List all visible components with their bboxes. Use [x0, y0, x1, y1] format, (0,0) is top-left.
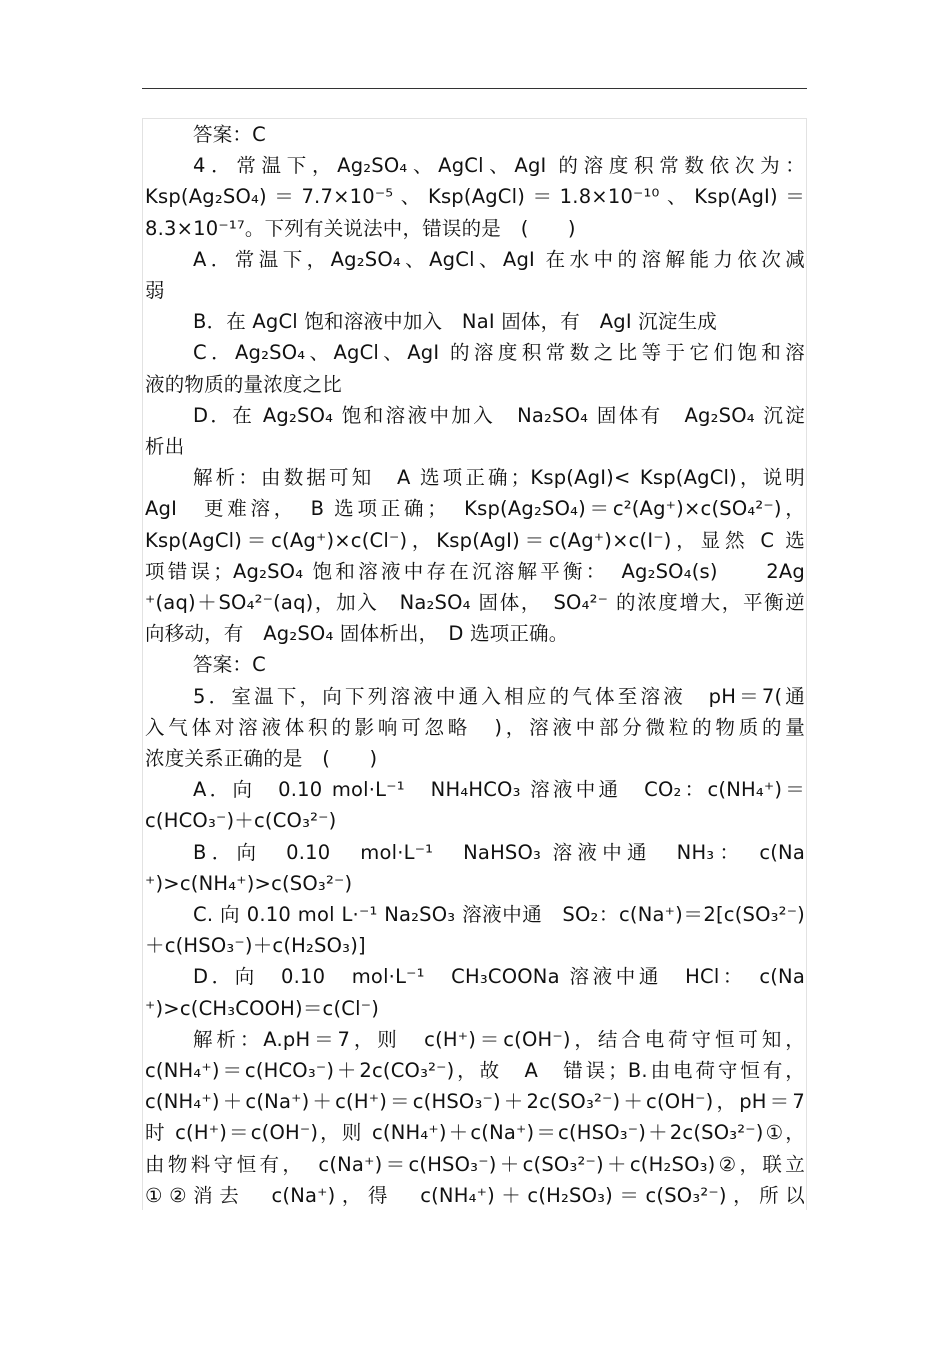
text-line: D．向 0.10 mol·L⁻¹ CH₃COONa 溶液中通 HCl： c(Na	[193, 965, 805, 989]
text-line: D．在 Ag₂SO₄ 饱和溶液中加入 Na₂SO₄ 固体有 Ag₂SO₄ 沉淀	[193, 403, 805, 427]
text-line: ⁺(aq)＋SO₄²⁻(aq)，加入 Na₂SO₄ 固体， SO₄²⁻ 的浓度增大，平衡逆	[145, 591, 805, 614]
text-line: Ksp(AgCl)＝c(Ag⁺)×c(Cl⁻)，Ksp(AgI)＝c(Ag⁺)×c(I⁻)，显然 C 选	[145, 528, 805, 552]
text-line: Ksp(Ag₂SO₄)＝7.7×10⁻⁵、Ksp(AgCl)＝1.8×10⁻¹⁰、Ksp(AgI)＝	[145, 185, 805, 209]
text-line: AgI 更难溶， B 选项正确； Ksp(Ag₂SO₄)＝c²(Ag⁺)×c(SO₄²⁻)，	[145, 497, 805, 521]
text-line: ①②消去 c(Na⁺)，得 c(NH₄⁺)＋c(H₂SO₃)＝c(SO₃²⁻)，所以	[145, 1183, 805, 1207]
text-line: 答案：C	[193, 123, 266, 146]
text-line: A．向 0.10 mol·L⁻¹ NH₄HCO₃ 溶液中通 CO₂：c(NH₄⁺)＝	[193, 778, 805, 802]
text-line: c(NH₄⁺)＝c(HCO₃⁻)＋2c(CO₃²⁻)，故 A 错误；B.由电荷守恒有，	[145, 1059, 805, 1082]
text-line: 弱	[145, 279, 165, 302]
text-line: 解析：A.pH＝7，则 c(H⁺)＝c(OH⁻)，结合电荷守恒可知，	[193, 1027, 805, 1051]
text-line: ＋c(HSO₃⁻)＋c(H₂SO₃)]	[145, 934, 366, 958]
text-line: B．在 AgCl 饱和溶液中加入 NaI 固体，有 AgI 沉淀生成	[193, 310, 717, 334]
text-line: 8.3×10⁻¹⁷。下列有关说法中，错误的是 ( )	[145, 216, 576, 240]
text-line: c(NH₄⁺)＋c(Na⁺)＋c(H⁺)＝c(HSO₃⁻)＋2c(SO₃²⁻)＋c(OH⁻)，pH＝7	[145, 1090, 805, 1114]
text-line: 时 c(H⁺)＝c(OH⁻)，则 c(NH₄⁺)＋c(Na⁺)＝c(HSO₃⁻)＋2c(SO₃²⁻)①，	[145, 1121, 805, 1145]
header-rule	[142, 88, 807, 89]
text-line: ⁺)>c(CH₃COOH)＝c(Cl⁻)	[145, 996, 380, 1020]
text-line: A．常温下，Ag₂SO₄、AgCl、AgI 在水中的溶解能力依次减	[193, 247, 805, 271]
text-line: 解析：由数据可知 A 选项正确；Ksp(AgI)< Ksp(AgCl)，说明	[193, 466, 805, 490]
text-line: 4．常温下，Ag₂SO₄、AgCl、AgI 的溶度积常数依次为：	[193, 154, 805, 178]
text-line: ⁺)>c(NH₄⁺)>c(SO₃²⁻)	[145, 871, 353, 895]
text-line: 答案：C	[193, 653, 266, 677]
text-line: 5．室温下，向下列溶液中通入相应的气体至溶液 pH＝7(通	[193, 684, 805, 708]
text-line: c(HCO₃⁻)＋c(CO₃²⁻)	[145, 809, 337, 833]
text-line: 液的物质的量浓度之比	[145, 372, 343, 396]
text-line: B．向 0.10 mol·L⁻¹ NaHSO₃ 溶液中通 NH₃： c(Na	[193, 840, 805, 864]
text-line: C. 向 0.10 mol L·⁻¹ Na₂SO₃ 溶液中通 SO₂：c(Na⁺)＝2[c(SO₃²⁻)	[193, 903, 805, 926]
text-line: 浓度关系正确的是 ( )	[145, 747, 378, 770]
document-body	[142, 118, 807, 1210]
text-line: 向移动，有 Ag₂SO₄ 固体析出， D 选项正确。	[145, 622, 569, 646]
text-line: 项错误；Ag₂SO₄ 饱和溶液中存在沉溶解平衡： Ag₂SO₄(s) 2Ag	[145, 559, 805, 583]
text-line: 入气体对溶液体积的影响可忽略 )，溶液中部分微粒的物质的量	[145, 715, 805, 739]
text-line: 析出	[145, 435, 185, 458]
text-line: C．Ag₂SO₄、AgCl、AgI 的溶度积常数之比等于它们饱和溶	[193, 341, 805, 365]
text-line: 由物料守恒有， c(Na⁺)＝c(HSO₃⁻)＋c(SO₃²⁻)＋c(H₂SO₃)②，联立	[145, 1152, 805, 1176]
